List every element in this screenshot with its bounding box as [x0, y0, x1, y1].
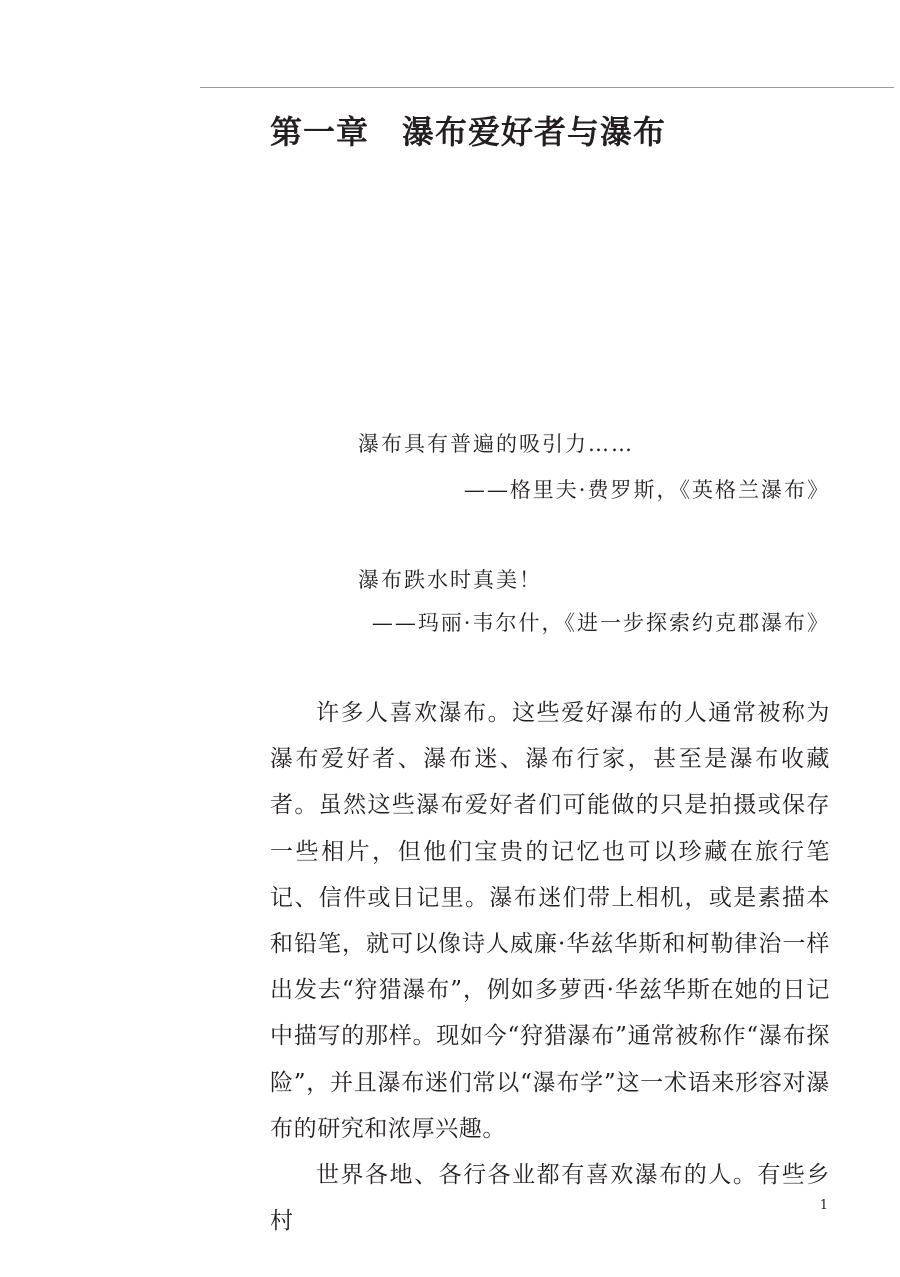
header-rule	[200, 87, 894, 88]
epigraph-attribution: ——格里夫·费罗斯，《英格兰瀑布》	[463, 478, 830, 502]
body-paragraph: 世界各地、各行各业都有喜欢瀑布的人。有些乡村	[270, 1162, 830, 1235]
page-number: 1	[819, 1198, 828, 1213]
epigraph-quote: 瀑布具有普遍的吸引力……	[358, 432, 634, 456]
body-text	[270, 690, 830, 1244]
epigraph-attribution: ——玛丽·韦尔什，《进一步探索约克郡瀑布》	[371, 611, 830, 635]
chapter-title: 第一章 瀑布爱好者与瀑布	[270, 113, 667, 151]
body-paragraph: 许多人喜欢瀑布。这些爱好瀑布的人通常被称为瀑布爱好者、瀑布迷、瀑布行家，甚至是瀑布收藏者。虽然这些瀑布爱好者们可能做的只是拍摄或保存一些相片，但他们宝贵的记忆也可以珍藏在旅行笔记、信件或日记里。瀑布迷们带上相机，或是素描本和铅笔，就可以像诗人威廉·华兹华斯和柯勒律治一样出发去“狩猎瀑布”，例如多萝西·华兹华斯在她的日记中描写的那样。现如今“狩猎瀑布”通常被称作“瀑布探险”，并且瀑布迷们常以“瀑布学”这一术语来形容对瀑布的研究和浓厚兴趣。	[270, 700, 830, 1142]
epigraph-quote: 瀑布跌水时真美！	[358, 568, 542, 592]
